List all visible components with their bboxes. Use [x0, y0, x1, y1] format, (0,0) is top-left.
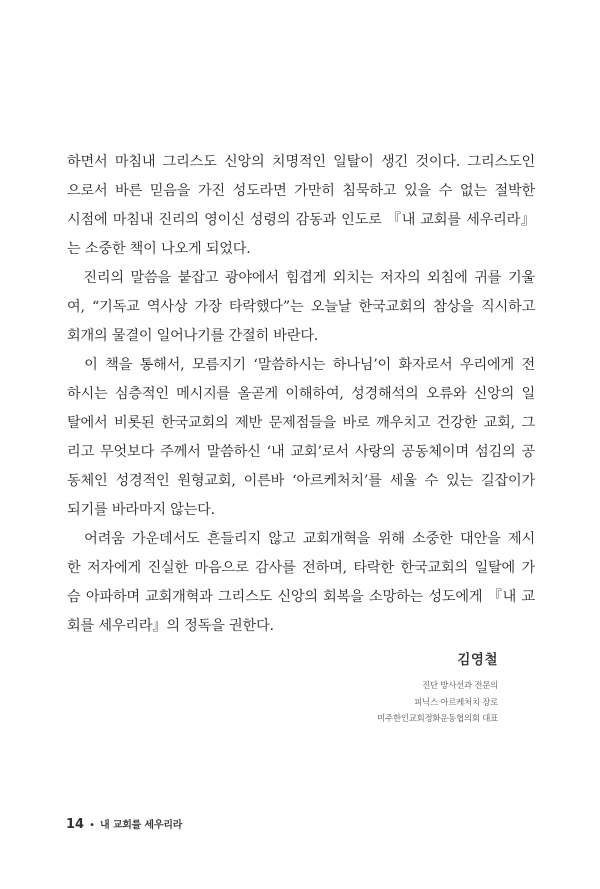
author-title: 진단 방사선과 전문의 [422, 680, 498, 690]
text-line: 는 소중한 책이 나오게 되었다. [67, 241, 251, 257]
bullet-icon: • [89, 820, 95, 831]
text-line: 이 책을 통해서, 모름지기 ‘말씀하시는 하나님’이 화자로서 우리에게 전 [67, 357, 535, 373]
text-line: 하면서 마침내 그리스도 신앙의 치명적인 일탈이 생긴 것이다. 그리스도인 [67, 154, 535, 170]
text-line: 한 저자에게 진실한 마음으로 감사를 전하며, 타락한 한국교회의 일탈에 가 [67, 560, 535, 576]
author-name: 김영철 [457, 652, 498, 668]
text-line: 리고 무엇보다 주께서 말씀하신 ‘내 교회’로서 사랑의 공동체이며 섬김의 공 [67, 444, 535, 460]
author-title: 피닉스 아르케처치 장로 [414, 696, 498, 707]
text-line: 시점에 마침내 진리의 영이신 성령의 감동과 인도로 『내 교회를 세우리라』 [67, 212, 535, 228]
text-line: 진리의 말씀을 붙잡고 광야에서 힘겹게 외치는 저자의 외침에 귀를 기울 [67, 270, 535, 286]
text-line: 슴 아파하며 교회개혁과 그리스도 신앙의 회복을 소망하는 성도에게 『내 교 [67, 589, 535, 605]
text-line: 탈에서 비롯된 한국교회의 제반 문제점들을 바로 깨우치고 건강한 교회, 그 [67, 415, 535, 431]
text-line: 하시는 심층적인 메시지를 올곧게 이해하여, 성경해석의 오류와 신앙의 일 [67, 386, 535, 402]
running-title: 내 교회를 세우리라 [100, 820, 183, 831]
author-title: 미주한인교회정화운동협의회 대표 [377, 713, 498, 723]
text-line: 동체인 성경적인 원형교회, 이른바 ‘아르케처치’를 세울 수 있는 길잡이가 [67, 473, 535, 489]
body-text [67, 148, 535, 641]
page-number: 14 [66, 817, 85, 832]
text-line: 여, “기독교 역사상 가장 타락했다”는 오늘날 한국교회의 참상을 직시하고 [67, 299, 535, 315]
text-line: 어려움 가운데서도 흔들리지 않고 교회개혁을 위해 소중한 대안을 제시 [67, 531, 535, 547]
page-footer [66, 816, 182, 832]
signature-block [377, 648, 498, 727]
text-line: 으로서 바른 믿음을 가진 성도라면 가만히 침묵하고 있을 수 없는 절박한 [67, 183, 535, 199]
text-line: 되기를 바라마지 않는다. [67, 502, 215, 518]
text-line: 회개의 물결이 일어나기를 간절히 바란다. [67, 328, 319, 344]
text-line: 회를 세우리라』의 정독을 권한다. [67, 618, 274, 634]
